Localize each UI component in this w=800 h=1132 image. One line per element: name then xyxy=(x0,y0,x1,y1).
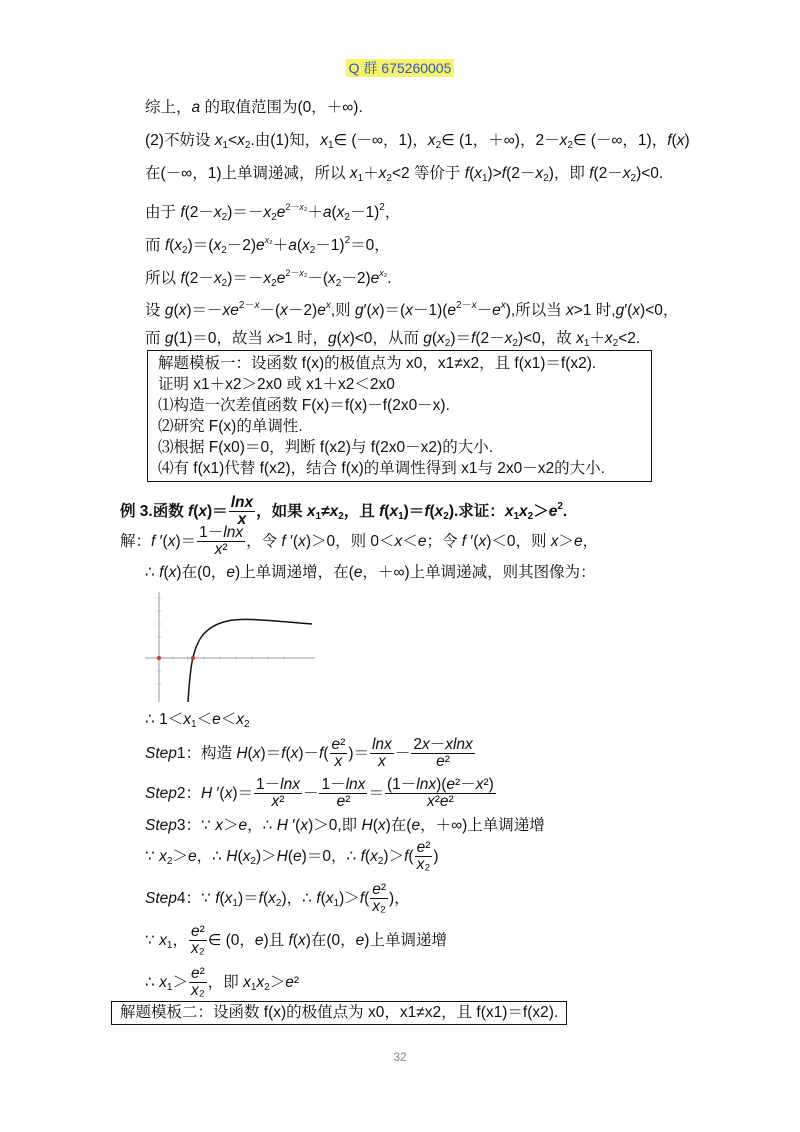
step4: Step4：∵ $f(x_1)=f(x_2)$，∴ $f(x_1)>f$( $\frac{\text{e²}}{\text{x₂}}$ )， xyxy=(145,881,410,916)
text-line-part2-6: 设 $g(x)=-xe^{2-x}-(x-2)e^x$,则 $g'(x)=(x-1)(e^{2-x}-e^x)$,所以当 x>1 时,g′(x)<0， xyxy=(145,300,679,319)
template1-title: 解题模板一：设函数 f(x)的极值点为 x0，x1≠x2，且 f(x1)＝f(x2). xyxy=(158,355,597,372)
solution-monotonic: ∴ f(x)在(0，e)上单调递增，在(e，＋∞)上单调递减，则其图像为： xyxy=(145,564,596,581)
template1-step-3: ⑶根据 F(x0)＝0，判断 f(x2)与 f(2x0－x2)的大小. xyxy=(158,439,493,456)
text-line-part2-2: 在(－∞，1)上单调递减，所以 $x_1+x_2<2$ 等价于 $f(x_1)>f(2-x_2)$，即 $f(2-x_2)<0$. xyxy=(145,165,664,184)
step-order: ∴ $1<x_1<e<x_2$ xyxy=(145,711,250,730)
graph-tick-marks xyxy=(156,598,284,684)
template1-step-4: ⑷有 f(x1)代替 f(x2)，结合 f(x)的单调性得到 x1与 2x0－x2的大小. xyxy=(158,460,605,477)
template1-step-1: ⑴构造一次差值函数 F(x)＝f(x)－f(2x0－x). xyxy=(158,397,450,414)
page-number: 32 xyxy=(393,1050,407,1064)
step1: Step1：构造 H(x)＝f(x)－f( $\frac{\text{e²}}{x}$ )＝ $\frac{\ln x}{x}$ － $\frac{2x-xlnx}{\text{e²}}$ xyxy=(145,736,473,771)
template2-title: 解题模板二：设函数 f(x)的极值点为 x0，x1≠x2，且 f(x1)＝f(x2). xyxy=(120,1004,559,1021)
function-graph xyxy=(140,590,320,705)
template-box-1 xyxy=(147,350,652,482)
template1-step-goal: 证明 x1＋x2＞2x0 或 x1＋x2＜2x0 xyxy=(158,376,395,393)
template-box-2 xyxy=(111,1001,567,1025)
example3-statement: 例 3.函数 f(x)＝ $\frac{\ln x}{x}$ ，如果 $x_1\ne x_2$，且 $f(x_1)=f(x_2)$.求证：$x_1x_2>e^2$. xyxy=(120,494,568,529)
template1-step-2: ⑵研究 F(x)的单调性. xyxy=(158,418,303,435)
curve-f xyxy=(188,619,312,702)
final-conclusion: ∴ $x_1>$ $\frac{\text{e²}}{\text{x₂}}$ ，即 $x_1x_2>e^2$ xyxy=(145,965,300,1000)
origin-point xyxy=(157,656,161,660)
text-line-part2-5: 所以 $f(2-x_2)=-x_2e^{2-x_2}-(x_2-2)e^{x_2}$. xyxy=(145,268,392,289)
solution-derivative: 解：f ′(x)＝ $\frac{1-\ln x}{\text{x²}}$ ，令 f ′(x)＞0，则 0＜x＜e；令 f ′(x)＜0，则 x＞e， xyxy=(120,524,599,559)
text-line-conclusion: 综上，a 的取值范围为(0，＋∞). xyxy=(145,99,363,116)
step3: Step3：∵ x＞e，∴ H ′(x)＞0,即 H(x)在(e，＋∞)上单调递增 xyxy=(145,817,545,834)
text-line-part2-4: 而 $f(x_2)=(x_2-2)e^{x_2}+a(x_2-1)^2=0$， xyxy=(145,235,390,256)
zero-point xyxy=(191,656,195,660)
text-line-part2-1: (2)不妨设 $x_1<x_2$.由(1)知，$x_1\in$ (－∞，1)，$x_2\in$ (1，＋∞)，$2-x_2\in$ (－∞，1)，f(x) xyxy=(145,132,690,151)
step2: Step2：H ′(x)＝ $\frac{1-\ln x}{\text{x²}}$ － $\frac{1-\ln x}{\text{e²}}$ ＝ $\frac{\text{(1－lnx)(e²－x²)}}{\text{x²e²}}$ xyxy=(145,776,494,811)
text-line-part2-3: 由于 $f(2-x_2)=-x_2e^{2-x_2}+a(x_2-1)^2$， xyxy=(145,202,401,223)
step3-conclusion: ∵ $x_2>e$，∴ $H(x_2)>H(e)=0$，∴ $f(x_2)>f$( $\frac{\text{e²}}{\text{x₂}}$ ) xyxy=(145,839,439,874)
text-line-part2-7: 而 g(1)＝0，故当 x>1 时，g(x)<0，从而 $g(x_2)=f(2-x_2)<0$，故 $x_1+x_2<2$. xyxy=(145,330,641,349)
qq-group-header: Q 群 675260005 xyxy=(0,58,800,78)
step4-interval: ∵ $x_1$， $\frac{\text{e²}}{\text{x₂}}$ ∈ (0，e)且 f(x)在(0，e)上单调递增 xyxy=(145,923,447,958)
